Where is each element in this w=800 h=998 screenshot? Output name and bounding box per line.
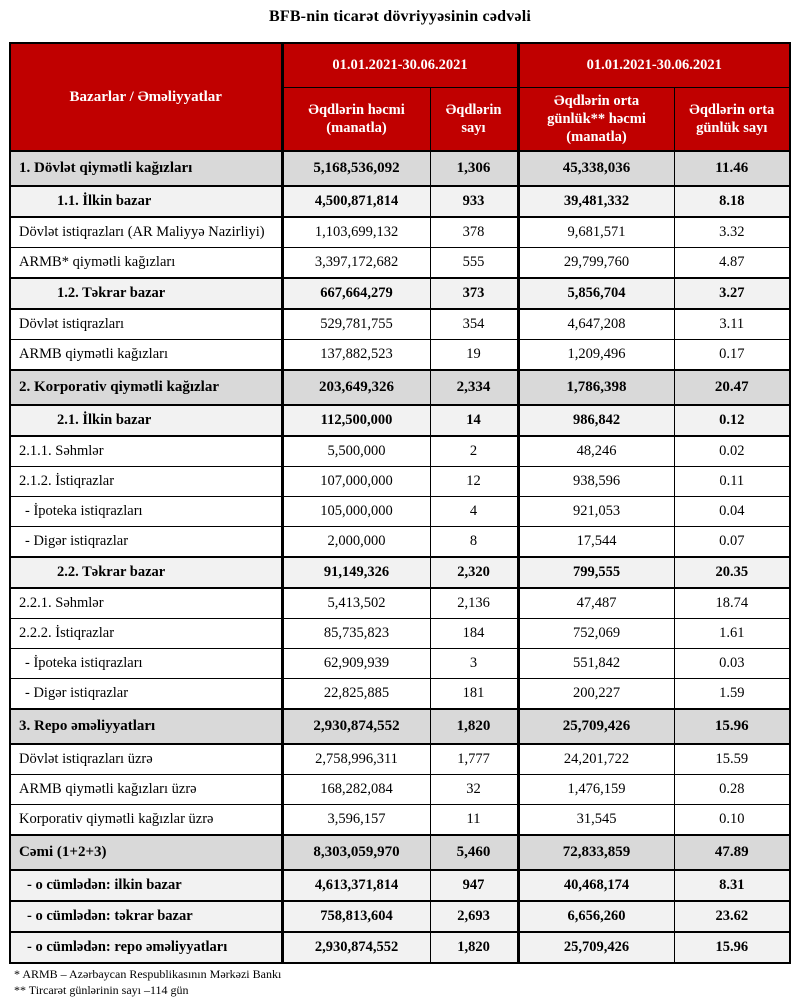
row-value: 181 xyxy=(430,678,518,709)
row-value: 2,334 xyxy=(430,370,518,405)
row-value: 8.18 xyxy=(674,186,790,217)
row-label: ARMB* qiymətli kağızları xyxy=(10,247,282,278)
row-value: 14 xyxy=(430,405,518,436)
row-label: Cəmi (1+2+3) xyxy=(10,835,282,870)
row-value: 17,544 xyxy=(518,526,674,557)
page-title: BFB-nin ticarət dövriyyəsinin cədvəli xyxy=(268,8,532,25)
table-row xyxy=(10,678,790,709)
row-value: 2,000,000 xyxy=(282,526,430,557)
row-value: 1,820 xyxy=(430,709,518,744)
row-value: 3.32 xyxy=(674,217,790,248)
table-row xyxy=(10,618,790,648)
row-value: 8 xyxy=(430,526,518,557)
table-row xyxy=(10,151,790,186)
row-label: Korporativ qiymətli kağızlar üzrə xyxy=(10,804,282,835)
row-label: Dövlət istiqrazları (AR Maliyyə Nazirliyi) xyxy=(10,217,282,248)
row-value: 1.61 xyxy=(674,618,790,648)
row-label: - İpoteka istiqrazları xyxy=(10,648,282,678)
row-value: 378 xyxy=(430,217,518,248)
row-value: 3.11 xyxy=(674,309,790,340)
row-value: 11.46 xyxy=(674,151,790,186)
row-value: 0.07 xyxy=(674,526,790,557)
row-value: 23.62 xyxy=(674,901,790,932)
row-value: 3,596,157 xyxy=(282,804,430,835)
row-value: 1,306 xyxy=(430,151,518,186)
row-label: ARMB qiymətli kağızları xyxy=(10,339,282,370)
row-value: 72,833,859 xyxy=(518,835,674,870)
col-header-deal-volume: Əqdlərin həcmi (manatla) xyxy=(282,87,430,151)
row-label: Dövlət istiqrazları üzrə xyxy=(10,744,282,775)
row-value: 45,338,036 xyxy=(518,151,674,186)
table-header xyxy=(10,43,790,151)
table-row xyxy=(10,405,790,436)
row-value: 0.04 xyxy=(674,496,790,526)
row-value: 15.59 xyxy=(674,744,790,775)
row-value: 107,000,000 xyxy=(282,466,430,496)
table-row xyxy=(10,309,790,340)
row-value: 5,413,502 xyxy=(282,588,430,619)
table-row xyxy=(10,901,790,932)
row-value: 555 xyxy=(430,247,518,278)
row-value: 137,882,523 xyxy=(282,339,430,370)
row-value: 0.28 xyxy=(674,774,790,804)
row-value: 105,000,000 xyxy=(282,496,430,526)
row-label: 1.2. Təkrar bazar xyxy=(10,278,282,309)
row-value: 15.96 xyxy=(674,709,790,744)
table-row xyxy=(10,370,790,405)
row-label: 2.1.1. Səhmlər xyxy=(10,436,282,467)
row-value: 1,786,398 xyxy=(518,370,674,405)
row-value: 19 xyxy=(430,339,518,370)
row-value: 551,842 xyxy=(518,648,674,678)
row-value: 39,481,332 xyxy=(518,186,674,217)
row-value: 47.89 xyxy=(674,835,790,870)
row-value: 203,649,326 xyxy=(282,370,430,405)
row-value: 8.31 xyxy=(674,870,790,901)
row-value: 0.12 xyxy=(674,405,790,436)
table-row xyxy=(10,526,790,557)
row-value: 938,596 xyxy=(518,466,674,496)
table-row xyxy=(10,804,790,835)
col-header-avg-daily-volume: Əqdlərin orta günlük** həcmi (manatla) xyxy=(518,87,674,151)
row-value: 2,930,874,552 xyxy=(282,932,430,963)
row-value: 200,227 xyxy=(518,678,674,709)
period-header-1: 01.01.2021-30.06.2021 xyxy=(282,43,518,87)
row-value: 2,693 xyxy=(430,901,518,932)
row-value: 986,842 xyxy=(518,405,674,436)
row-value: 4,647,208 xyxy=(518,309,674,340)
row-label: 2.2. Təkrar bazar xyxy=(10,557,282,588)
footnote-trading-days: ** Tircarət günlərinin sayı –114 gün xyxy=(14,983,189,998)
col-header-avg-daily-count: Əqdlərin orta günlük sayı xyxy=(674,87,790,151)
trade-turnover-table xyxy=(9,42,791,964)
row-value: 1,777 xyxy=(430,744,518,775)
table-row xyxy=(10,217,790,248)
table-row xyxy=(10,774,790,804)
row-value: 20.47 xyxy=(674,370,790,405)
table-row xyxy=(10,186,790,217)
row-label: 1.1. İlkin bazar xyxy=(10,186,282,217)
row-value: 5,856,704 xyxy=(518,278,674,309)
row-label: - Digər istiqrazlar xyxy=(10,678,282,709)
row-value: 168,282,084 xyxy=(282,774,430,804)
table-body xyxy=(10,151,790,963)
row-value: 0.02 xyxy=(674,436,790,467)
row-value: 921,053 xyxy=(518,496,674,526)
row-value: 25,709,426 xyxy=(518,932,674,963)
table-row xyxy=(10,339,790,370)
footnote-armb: * ARMB – Azərbaycan Respublikasının Mərkəzi Bankı xyxy=(14,966,282,981)
row-value: 2,136 xyxy=(430,588,518,619)
table-row xyxy=(10,247,790,278)
row-value: 4,613,371,814 xyxy=(282,870,430,901)
row-value: 3,397,172,682 xyxy=(282,247,430,278)
row-value: 4.87 xyxy=(674,247,790,278)
row-value: 2,930,874,552 xyxy=(282,709,430,744)
row-value: 31,545 xyxy=(518,804,674,835)
row-value: 0.17 xyxy=(674,339,790,370)
row-value: 18.74 xyxy=(674,588,790,619)
row-value: 8,303,059,970 xyxy=(282,835,430,870)
row-value: 48,246 xyxy=(518,436,674,467)
row-value: 85,735,823 xyxy=(282,618,430,648)
row-value: 3 xyxy=(430,648,518,678)
row-value: 799,555 xyxy=(518,557,674,588)
row-value: 5,460 xyxy=(430,835,518,870)
row-value: 1,820 xyxy=(430,932,518,963)
row-label: 2.1.2. İstiqrazlar xyxy=(10,466,282,496)
row-value: 4,500,871,814 xyxy=(282,186,430,217)
footnotes xyxy=(10,966,790,998)
row-label: 2.1. İlkin bazar xyxy=(10,405,282,436)
row-value: 47,487 xyxy=(518,588,674,619)
table-row xyxy=(10,466,790,496)
row-value: 112,500,000 xyxy=(282,405,430,436)
row-value: 373 xyxy=(430,278,518,309)
row-value: 1,476,159 xyxy=(518,774,674,804)
row-value: 667,664,279 xyxy=(282,278,430,309)
row-value: 529,781,755 xyxy=(282,309,430,340)
row-label: - İpoteka istiqrazları xyxy=(10,496,282,526)
row-value: 0.11 xyxy=(674,466,790,496)
row-value: 0.03 xyxy=(674,648,790,678)
row-value: 933 xyxy=(430,186,518,217)
row-value: 2 xyxy=(430,436,518,467)
row-value: 91,149,326 xyxy=(282,557,430,588)
row-value: 11 xyxy=(430,804,518,835)
row-value: 24,201,722 xyxy=(518,744,674,775)
row-label: 2. Korporativ qiymətli kağızlar xyxy=(10,370,282,405)
row-value: 758,813,604 xyxy=(282,901,430,932)
row-value: 40,468,174 xyxy=(518,870,674,901)
table-row xyxy=(10,932,790,963)
row-value: 184 xyxy=(430,618,518,648)
row-value: 5,500,000 xyxy=(282,436,430,467)
row-value: 15.96 xyxy=(674,932,790,963)
row-value: 5,168,536,092 xyxy=(282,151,430,186)
table-row xyxy=(10,744,790,775)
row-value: 22,825,885 xyxy=(282,678,430,709)
row-value: 32 xyxy=(430,774,518,804)
table-row xyxy=(10,278,790,309)
row-label: 2.2.1. Səhmlər xyxy=(10,588,282,619)
row-value: 1.59 xyxy=(674,678,790,709)
table-row xyxy=(10,588,790,619)
table-row xyxy=(10,557,790,588)
row-value: 2,758,996,311 xyxy=(282,744,430,775)
row-label: 3. Repo əməliyyatları xyxy=(10,709,282,744)
row-value: 752,069 xyxy=(518,618,674,648)
row-label: - o cümlədən: təkrar bazar xyxy=(10,901,282,932)
table-row xyxy=(10,496,790,526)
table-row xyxy=(10,648,790,678)
row-value: 1,103,699,132 xyxy=(282,217,430,248)
corner-header-markets-operations: Bazarlar / Əməliyyatlar xyxy=(10,43,282,151)
row-label: - o cümlədən: ilkin bazar xyxy=(10,870,282,901)
row-value: 354 xyxy=(430,309,518,340)
table-row xyxy=(10,436,790,467)
row-value: 29,799,760 xyxy=(518,247,674,278)
row-value: 12 xyxy=(430,466,518,496)
row-value: 3.27 xyxy=(674,278,790,309)
row-label: - o cümlədən: repo əməliyyatları xyxy=(10,932,282,963)
row-label: Dövlət istiqrazları xyxy=(10,309,282,340)
row-value: 6,656,260 xyxy=(518,901,674,932)
row-value: 0.10 xyxy=(674,804,790,835)
row-label: 2.2.2. İstiqrazlar xyxy=(10,618,282,648)
row-value: 9,681,571 xyxy=(518,217,674,248)
period-header-row xyxy=(10,43,790,87)
row-value: 1,209,496 xyxy=(518,339,674,370)
row-value: 20.35 xyxy=(674,557,790,588)
table-row xyxy=(10,870,790,901)
row-value: 4 xyxy=(430,496,518,526)
row-value: 62,909,939 xyxy=(282,648,430,678)
row-label: 1. Dövlət qiymətli kağızları xyxy=(10,151,282,186)
row-value: 25,709,426 xyxy=(518,709,674,744)
row-label: ARMB qiymətli kağızları üzrə xyxy=(10,774,282,804)
table-row xyxy=(10,835,790,870)
period-header-2: 01.01.2021-30.06.2021 xyxy=(518,43,790,87)
row-label: - Digər istiqrazlar xyxy=(10,526,282,557)
col-header-deal-count: Əqdlərin sayı xyxy=(430,87,518,151)
table-row xyxy=(10,709,790,744)
row-value: 2,320 xyxy=(430,557,518,588)
row-value: 947 xyxy=(430,870,518,901)
